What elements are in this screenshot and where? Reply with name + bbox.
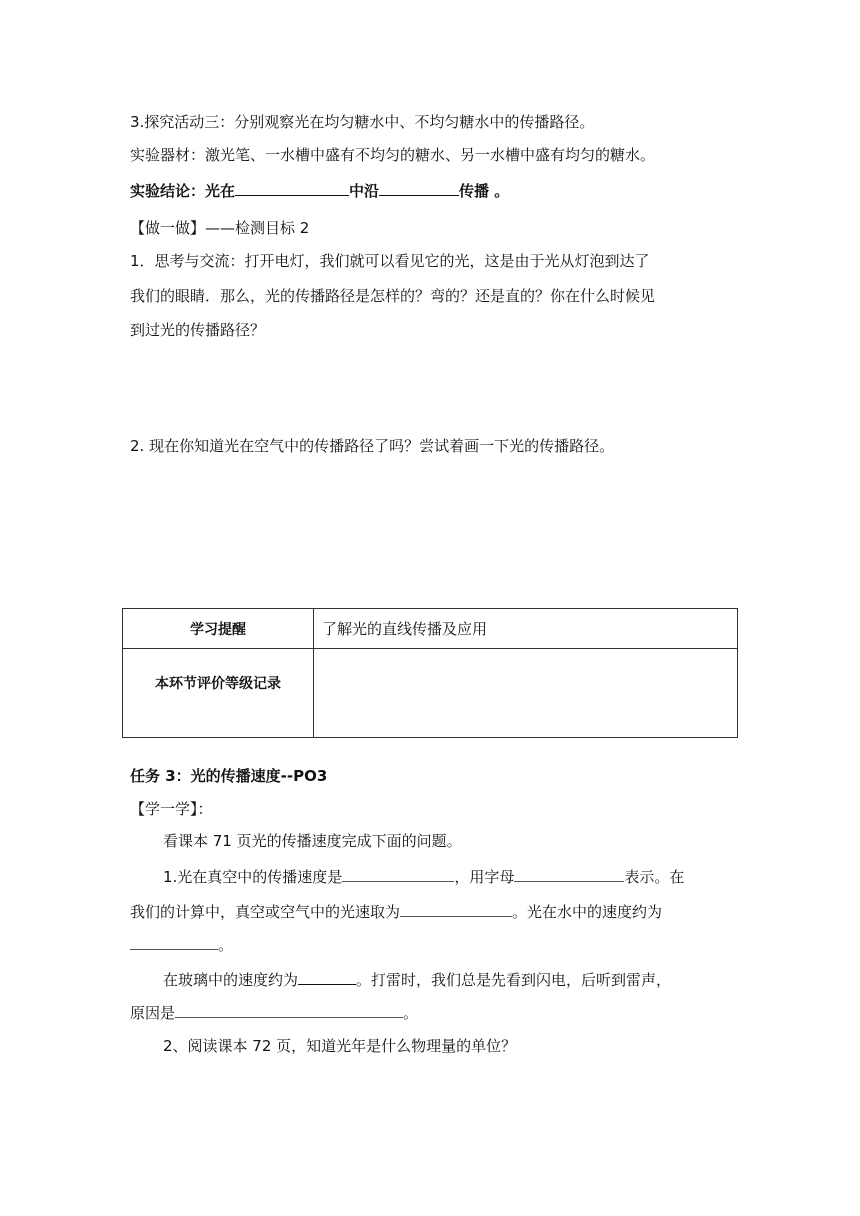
- activity3-conclusion: [130, 179, 509, 201]
- task3-reason-line: [130, 1002, 418, 1023]
- table-row: [123, 649, 738, 738]
- reason-part-a: 原因是: [130, 1004, 176, 1022]
- conclusion-prefix: 实验结论：光在: [130, 182, 236, 200]
- conclusion-suffix: 传播 。: [459, 182, 510, 200]
- conclusion-blank-manner[interactable]: [379, 179, 459, 196]
- do-it-q1-line2: 我们的眼睛．那么，光的传播路径是怎样的？弯的？还是直的？你在什么时候见: [130, 287, 656, 305]
- task3-q1-line1: [163, 866, 684, 887]
- conclusion-blank-medium[interactable]: [235, 179, 349, 196]
- reminder-label: 学习提醒: [123, 609, 314, 649]
- speed-vacuum-blank[interactable]: [342, 866, 454, 882]
- task3-q2: 2、阅读课本 72 页，知道光年是什么物理量的单位？: [163, 1037, 517, 1055]
- glass-part-b: 。打雷时，我们总是先看到闪电，后听到雷声，: [356, 971, 672, 989]
- symbol-blank[interactable]: [514, 866, 624, 882]
- do-it-q1-line3: 到过光的传播路径？: [130, 321, 266, 339]
- q1-part-d: 我们的计算中，真空或空气中的光速取为: [130, 903, 401, 921]
- task3-glass-line: [163, 968, 671, 990]
- reminder-value: 了解光的直线传播及应用: [314, 609, 738, 649]
- q1-part-e: 。光在水中的速度约为: [512, 903, 663, 921]
- reason-blank[interactable]: [175, 1002, 403, 1018]
- activity3-title: 3.探究活动三：分别观察光在均匀糖水中、不均匀糖水中的传播路径。: [130, 113, 595, 131]
- do-it-q1-line1: 1．思考与交流：打开电灯，我们就可以看见它的光，这是由于光从灯泡到达了: [130, 252, 650, 270]
- do-it-q2: 2. 现在你知道光在空气中的传播路径了吗？尝试着画一下光的传播路径。: [130, 437, 615, 455]
- reminder-table: [122, 608, 738, 738]
- speed-air-blank[interactable]: [400, 901, 512, 917]
- reason-part-b: 。: [403, 1004, 419, 1022]
- task3-q1-line3: [130, 934, 233, 955]
- evaluation-label: 本环节评价等级记录: [123, 649, 314, 738]
- q1-part-c: 表示。在: [624, 868, 685, 886]
- table-row: [123, 609, 738, 649]
- task3-intro: 看课本 71 页光的传播速度完成下面的问题。: [163, 832, 462, 850]
- q1-part-b: ，用字母: [454, 868, 515, 886]
- glass-part-a: 在玻璃中的速度约为: [163, 971, 299, 989]
- conclusion-mid: 中沿: [349, 182, 380, 200]
- task3-title: 任务 3：光的传播速度--PO3: [130, 767, 328, 785]
- do-it-header: 【做一做】——检测目标 2: [130, 219, 310, 237]
- task3-q1-line2: [130, 901, 662, 922]
- activity3-materials: 实验器材：激光笔、一水槽中盛有不均匀的糖水、另一水槽中盛有均匀的糖水。: [130, 146, 656, 164]
- learn-header: 【学一学】：: [130, 800, 213, 818]
- q1-part-a: 1.光在真空中的传播速度是: [163, 868, 343, 886]
- evaluation-value[interactable]: [314, 649, 738, 738]
- speed-water-blank[interactable]: [130, 934, 218, 950]
- q1-part-f: 。: [218, 936, 234, 954]
- speed-glass-blank[interactable]: [298, 968, 356, 985]
